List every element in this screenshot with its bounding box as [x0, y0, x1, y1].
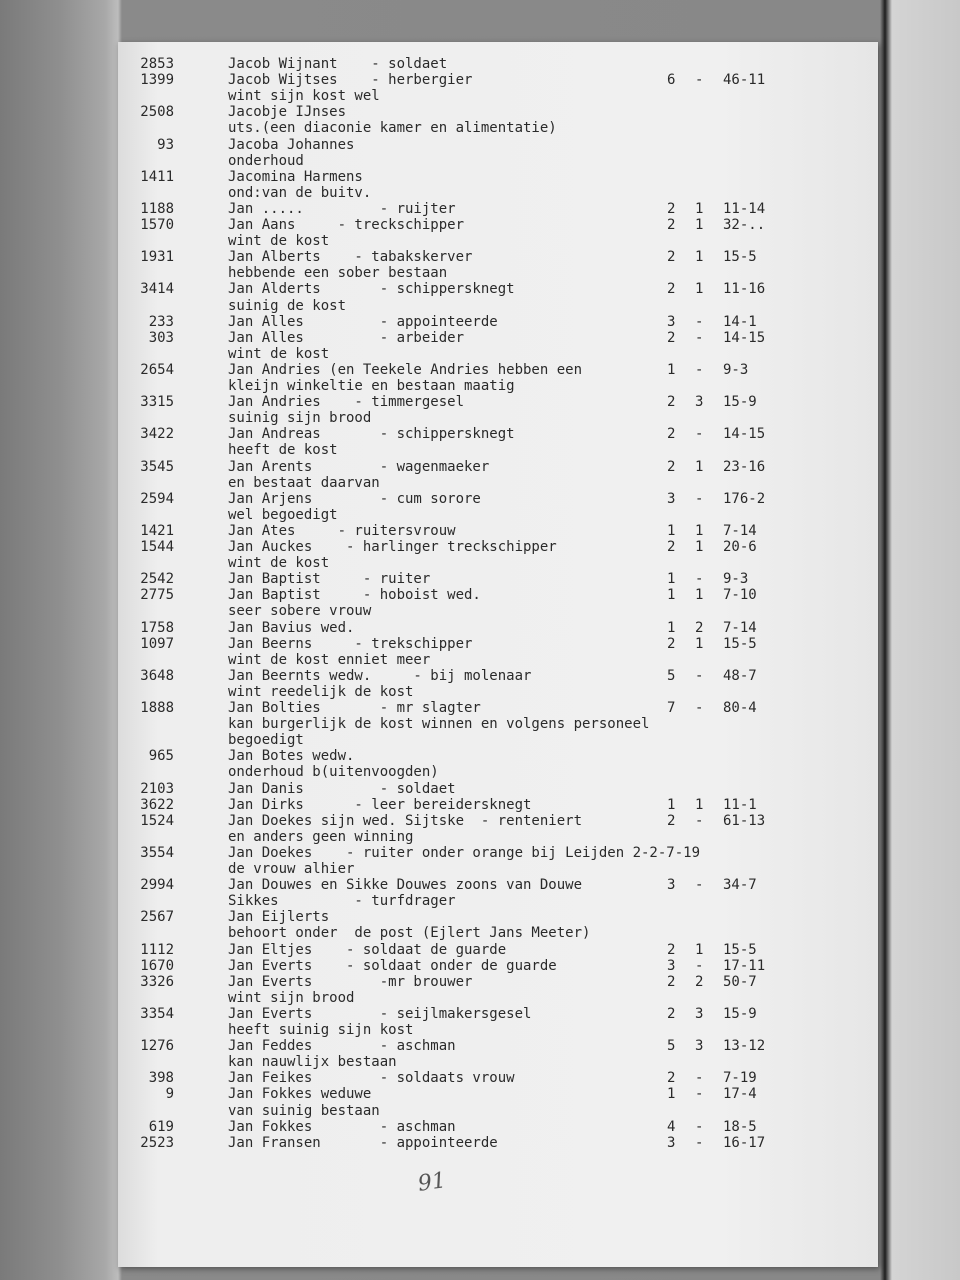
ledger-row: [118, 555, 878, 571]
amount-col: 14-1: [723, 313, 757, 330]
entry-number: 3422: [140, 426, 174, 443]
entry-text: Jan Bavius wed.: [228, 619, 355, 636]
entry-text: heeft de kost: [228, 442, 338, 459]
entry-text: Jan Baptist - hoboist wed.: [228, 587, 481, 604]
ledger-row: [118, 958, 878, 974]
count-col-1: 1: [667, 619, 676, 636]
ledger-row: [118, 668, 878, 684]
amount-col: 7-19: [723, 1070, 757, 1087]
amount-col: 23-16: [723, 458, 766, 475]
amount-col: 176-2: [723, 490, 766, 507]
amount-col: 7-10: [723, 587, 757, 604]
entry-text: hebbende een sober bestaan: [228, 265, 448, 282]
ledger-row: [118, 72, 878, 88]
count-col-2: -: [695, 1070, 704, 1087]
entry-text: wint de kost: [228, 345, 330, 362]
ledger-row: [118, 845, 878, 861]
amount-col: 46-11: [723, 72, 766, 89]
entry-text: Jan Alderts - schippersknegt: [228, 281, 515, 298]
count-col-2: -: [695, 571, 704, 588]
entry-number: 3545: [140, 458, 174, 475]
ledger-row: [118, 1038, 878, 1054]
ledger-row: [118, 346, 878, 362]
entry-number: 398: [148, 1070, 174, 1087]
ledger-row: [118, 1006, 878, 1022]
count-col-2: 2: [695, 619, 704, 636]
ledger-row: [118, 1070, 878, 1086]
amount-col: 17-11: [723, 957, 766, 974]
entry-text: suinig de kost: [228, 297, 347, 314]
entry-text: Jacoba Johannes: [228, 136, 355, 153]
count-col-1: 2: [667, 426, 676, 443]
count-col-2: -: [695, 1118, 704, 1135]
entry-number: 1570: [140, 217, 174, 233]
entry-text: behoort onder de post (Ejlert Jans Meeter): [228, 925, 591, 942]
count-col-2: 1: [695, 539, 704, 555]
ledger-row: [118, 684, 878, 700]
entry-number: 965: [148, 748, 174, 765]
count-col-1: 3: [667, 313, 676, 330]
ledger-row: [118, 330, 878, 346]
entry-text: Jan Arents - wagenmaeker: [228, 458, 490, 475]
entry-text: Jan Alles - arbeider: [228, 329, 465, 346]
ledger-row: [118, 1054, 878, 1070]
entry-text: wint de kost enniet meer: [228, 651, 431, 668]
document-page: [118, 42, 878, 1267]
amount-col: 15-5: [723, 635, 757, 652]
entry-number: 2994: [140, 877, 174, 894]
ledger-row: [118, 716, 878, 732]
count-col-1: 1: [667, 796, 676, 813]
amount-col: 9-3: [723, 361, 749, 378]
amount-col: 48-7: [723, 667, 757, 684]
ledger-row: [118, 587, 878, 603]
ledger-row: [118, 974, 878, 990]
ledger-row: [118, 56, 878, 72]
entry-text: Jan Aans - treckschipper: [228, 217, 465, 233]
entry-text: Jan Beerns - trekschipper: [228, 635, 473, 652]
entry-text: Jan Ates - ruitersvrouw: [228, 522, 456, 539]
amount-col: 17-4: [723, 1086, 757, 1103]
amount-col: 18-5: [723, 1118, 757, 1135]
ledger-row: [118, 732, 878, 748]
entry-text: Jacob Wijnant - soldaet: [228, 56, 448, 72]
count-col-1: 2: [667, 329, 676, 346]
amount-col: 11-16: [723, 281, 766, 298]
entry-text: Jan Douwes en Sikke Douwes zoons van Douwe: [228, 877, 583, 894]
count-col-1: 2: [667, 941, 676, 958]
ledger-row: [118, 861, 878, 877]
entry-number: 3414: [140, 281, 174, 298]
ledger-row: [118, 909, 878, 925]
ledger-row: [118, 169, 878, 185]
count-col-1: 1: [667, 522, 676, 539]
entry-text: Jan Alles - appointeerde: [228, 313, 498, 330]
entry-text: Jan Everts - soldaat onder de guarde: [228, 957, 557, 974]
ledger-row: [118, 748, 878, 764]
entry-text: kan burgerlijk de kost winnen en volgens personeel: [228, 716, 650, 733]
entry-number: 1399: [140, 72, 174, 89]
entry-text: Jan Dirks - leer bereidersknegt: [228, 796, 532, 813]
count-col-2: -: [695, 877, 704, 894]
amount-col: 34-7: [723, 877, 757, 894]
entry-number: 3326: [140, 973, 174, 990]
entry-text: wint de kost: [228, 555, 330, 572]
entry-text: heeft suinig sijn kost: [228, 1022, 414, 1038]
ledger-row: [118, 137, 878, 153]
count-col-1: 2: [667, 539, 676, 555]
entry-text: Jan Andries (en Teekele Andries hebben een: [228, 361, 583, 378]
entry-text: Jan Baptist - ruiter: [228, 571, 431, 588]
count-col-2: 2: [695, 973, 704, 990]
count-col-2: -: [695, 1086, 704, 1103]
entry-number: 2567: [140, 909, 174, 926]
count-col-1: 2: [667, 1005, 676, 1022]
ledger-row: [118, 394, 878, 410]
ledger-row: [118, 523, 878, 539]
count-col-2: 3: [695, 394, 704, 411]
count-col-2: -: [695, 700, 704, 716]
count-col-1: 3: [667, 1134, 676, 1151]
entry-text: Jan Doekes - ruiter onder orange bij Leijden 2-2-7-19: [228, 844, 701, 861]
entry-text: Jan Andries - timmergesel: [228, 394, 465, 411]
count-col-2: -: [695, 957, 704, 974]
entry-text: Jan Bolties - mr slagter: [228, 700, 481, 716]
count-col-2: 1: [695, 941, 704, 958]
count-col-1: 1: [667, 361, 676, 378]
entry-text: Jan Arjens - cum sorore: [228, 490, 481, 507]
entry-text: onderhoud b(uitenvoogden): [228, 764, 439, 781]
count-col-1: 2: [667, 281, 676, 298]
entry-text: Jan Fransen - appointeerde: [228, 1134, 498, 1151]
entry-number: 303: [148, 329, 174, 346]
ledger-row: [118, 475, 878, 491]
ledger-row: [118, 104, 878, 120]
ledger-row: [118, 764, 878, 780]
entry-number: 1112: [140, 941, 174, 958]
ledger-row: [118, 153, 878, 169]
entry-text: van suinig bestaan: [228, 1102, 380, 1119]
entry-number: 619: [148, 1118, 174, 1135]
entry-text: uts.(een diaconie kamer en alimentatie): [228, 120, 557, 137]
count-col-1: 2: [667, 635, 676, 652]
ledger-row: [118, 700, 878, 716]
count-col-2: 1: [695, 458, 704, 475]
entry-text: Jan Eijlerts: [228, 909, 330, 926]
ledger-row: [118, 491, 878, 507]
entry-number: 93: [157, 136, 174, 153]
entry-number: 1888: [140, 700, 174, 716]
count-col-2: -: [695, 72, 704, 89]
entry-text: Jan Beernts wedw. - bij molenaar: [228, 667, 532, 684]
entry-text: kleijn winkeltie en bestaan maatig: [228, 378, 515, 394]
entry-text: Jan Everts - seijlmakersgesel: [228, 1005, 532, 1022]
count-col-2: -: [695, 812, 704, 829]
entry-text: Jan Eltjes - soldaat de guarde: [228, 941, 507, 958]
count-col-2: 1: [695, 796, 704, 813]
entry-text: Jacomina Harmens: [228, 168, 363, 185]
entry-text: Jan Feikes - soldaats vrouw: [228, 1070, 515, 1087]
ledger-row: [118, 507, 878, 523]
entry-number: 3554: [140, 844, 174, 861]
entry-text: Jacobje IJnses: [228, 104, 347, 121]
count-col-2: -: [695, 1134, 704, 1151]
ledger-row: [118, 1086, 878, 1102]
entry-number: 2103: [140, 780, 174, 797]
ledger-row: [118, 603, 878, 619]
ledger-row: [118, 217, 878, 233]
entry-text: Jan Alberts - tabakskerver: [228, 249, 473, 266]
entry-text: en anders geen winning: [228, 828, 414, 845]
count-col-2: 1: [695, 522, 704, 539]
entry-text: Jacob Wijtses - herbergier: [228, 72, 473, 89]
ledger-row: [118, 990, 878, 1006]
ledger-row: [118, 942, 878, 958]
count-col-1: 2: [667, 458, 676, 475]
count-col-2: -: [695, 361, 704, 378]
ledger-row: [118, 281, 878, 297]
entry-number: 2775: [140, 587, 174, 604]
ledger-row: [118, 265, 878, 281]
entry-number: 1758: [140, 619, 174, 636]
entry-number: 1421: [140, 522, 174, 539]
entry-text: wint sijn kost wel: [228, 88, 380, 105]
page-number: 91: [416, 1168, 448, 1197]
entry-number: 2594: [140, 490, 174, 507]
ledger-row: [118, 539, 878, 555]
entry-number: 9: [165, 1086, 174, 1103]
entry-text: Jan Auckes - harlinger treckschipper: [228, 539, 557, 555]
amount-col: 50-7: [723, 973, 757, 990]
count-col-1: 6: [667, 72, 676, 89]
ledger-row: [118, 249, 878, 265]
amount-col: 11-1: [723, 796, 757, 813]
ledger-row: [118, 88, 878, 104]
amount-col: 61-13: [723, 812, 766, 829]
entry-number: 2654: [140, 361, 174, 378]
entry-text: Jan Andreas - schippersknegt: [228, 426, 515, 443]
entry-text: onderhoud: [228, 152, 304, 169]
ledger-row: [118, 459, 878, 475]
entry-text: Jan Danis - soldaet: [228, 780, 456, 797]
count-col-2: -: [695, 490, 704, 507]
entry-text: begoedigt: [228, 732, 304, 749]
entry-text: ond:van de buitv.: [228, 184, 372, 201]
ledger-row: [118, 571, 878, 587]
entry-text: wel begoedigt: [228, 506, 338, 523]
amount-col: 7-14: [723, 522, 757, 539]
count-col-1: 2: [667, 249, 676, 266]
count-col-1: 1: [667, 1086, 676, 1103]
count-col-1: 4: [667, 1118, 676, 1135]
count-col-2: 1: [695, 281, 704, 298]
entry-number: 3315: [140, 394, 174, 411]
ledger-row: [118, 797, 878, 813]
amount-col: 7-14: [723, 619, 757, 636]
ledger-row: [118, 233, 878, 249]
ledger-row: [118, 1135, 878, 1151]
ledger-row: [118, 829, 878, 845]
count-col-2: 3: [695, 1005, 704, 1022]
amount-col: 15-5: [723, 941, 757, 958]
entry-text: wint sijn brood: [228, 989, 355, 1006]
ledger-row: [118, 120, 878, 136]
amount-col: 14-15: [723, 329, 766, 346]
entry-text: Jan Feddes - aschman: [228, 1038, 456, 1055]
entry-number: 3648: [140, 667, 174, 684]
ledger-row: [118, 620, 878, 636]
ledger-row: [118, 410, 878, 426]
ledger-row: [118, 1103, 878, 1119]
count-col-1: 2: [667, 217, 676, 233]
count-col-2: -: [695, 329, 704, 346]
count-col-1: 3: [667, 957, 676, 974]
count-col-1: 2: [667, 973, 676, 990]
count-col-2: 1: [695, 635, 704, 652]
ledger-row: [118, 1022, 878, 1038]
count-col-1: 2: [667, 394, 676, 411]
amount-col: 11-14: [723, 200, 766, 217]
count-col-2: -: [695, 426, 704, 443]
ledger-row: [118, 378, 878, 394]
entry-number: 1097: [140, 635, 174, 652]
count-col-2: 3: [695, 1038, 704, 1055]
ledger-row: [118, 652, 878, 668]
entry-number: 3354: [140, 1005, 174, 1022]
entry-text: Jan ..... - ruijter: [228, 200, 456, 217]
entry-number: 3622: [140, 796, 174, 813]
entry-text: kan nauwlijx bestaan: [228, 1054, 397, 1071]
count-col-1: 7: [667, 700, 676, 716]
count-col-1: 2: [667, 812, 676, 829]
count-col-1: 1: [667, 587, 676, 604]
count-col-1: 1: [667, 571, 676, 588]
entry-number: 1931: [140, 249, 174, 266]
entry-number: 1276: [140, 1038, 174, 1055]
ledger-row: [118, 781, 878, 797]
count-col-2: 1: [695, 217, 704, 233]
entry-text: wint de kost: [228, 233, 330, 250]
count-col-1: 5: [667, 1038, 676, 1055]
ledger-row: [118, 314, 878, 330]
ledger-row: [118, 201, 878, 217]
entry-text: wint reedelijk de kost: [228, 683, 414, 700]
entry-number: 2542: [140, 571, 174, 588]
ledger-row: [118, 893, 878, 909]
count-col-2: 1: [695, 587, 704, 604]
ledger-row: [118, 877, 878, 893]
entry-number: 2508: [140, 104, 174, 121]
amount-col: 14-15: [723, 426, 766, 443]
count-col-2: -: [695, 313, 704, 330]
amount-col: 15-9: [723, 1005, 757, 1022]
amount-col: 80-4: [723, 700, 757, 716]
entry-text: Jan Doekes sijn wed. Sijtske - renteniert: [228, 812, 583, 829]
entry-text: Jan Fokkes weduwe: [228, 1086, 372, 1103]
count-col-1: 2: [667, 1070, 676, 1087]
entry-text: Jan Everts -mr brouwer: [228, 973, 473, 990]
entry-text: en bestaat daarvan: [228, 474, 380, 491]
ledger-row: [118, 636, 878, 652]
ledger-row: [118, 362, 878, 378]
amount-col: 15-9: [723, 394, 757, 411]
entry-text: Jan Fokkes - aschman: [228, 1118, 456, 1135]
count-col-2: 1: [695, 249, 704, 266]
ledger-row: [118, 1119, 878, 1135]
entry-text: Jan Botes wedw.: [228, 748, 355, 765]
entry-number: 1524: [140, 812, 174, 829]
amount-col: 20-6: [723, 539, 757, 555]
count-col-2: -: [695, 667, 704, 684]
entry-number: 1544: [140, 539, 174, 555]
ledger-row: [118, 813, 878, 829]
entry-text: suinig sijn brood: [228, 410, 372, 427]
ledger-row: [118, 925, 878, 941]
entry-text: Sikkes - turfdrager: [228, 893, 456, 910]
entry-number: 2853: [140, 56, 174, 72]
count-col-1: 2: [667, 200, 676, 217]
amount-col: 9-3: [723, 571, 749, 588]
count-col-1: 5: [667, 667, 676, 684]
amount-col: 32-..: [723, 217, 766, 233]
entry-number: 2523: [140, 1134, 174, 1151]
count-col-2: 1: [695, 200, 704, 217]
entry-number: 1188: [140, 200, 174, 217]
amount-col: 16-17: [723, 1134, 766, 1151]
count-col-1: 3: [667, 877, 676, 894]
ledger-row: [118, 185, 878, 201]
entry-number: 1670: [140, 957, 174, 974]
amount-col: 13-12: [723, 1038, 766, 1055]
amount-col: 15-5: [723, 249, 757, 266]
entry-number: 233: [148, 313, 174, 330]
ledger-row: [118, 442, 878, 458]
entry-number: 1411: [140, 168, 174, 185]
ledger-row: [118, 298, 878, 314]
ledger-row: [118, 426, 878, 442]
entry-text: seer sobere vrouw: [228, 603, 372, 620]
count-col-1: 3: [667, 490, 676, 507]
entry-text: de vrouw alhier: [228, 861, 355, 877]
